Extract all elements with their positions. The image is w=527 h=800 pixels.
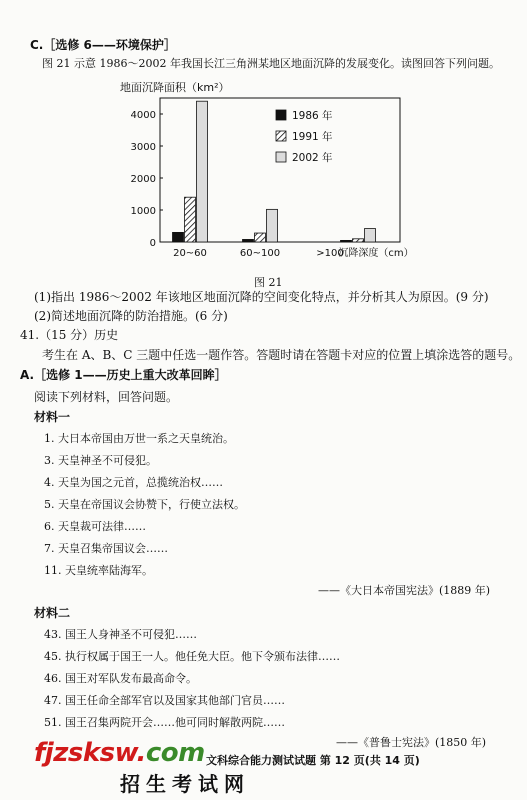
material-1-item: 1. 大日本帝国由万世一系之天皇统治。 bbox=[44, 432, 234, 445]
y-tick-label: 0 bbox=[149, 238, 156, 249]
legend-swatch bbox=[276, 152, 286, 162]
material-1-item: 4. 天皇为国之元首，总揽统治权…… bbox=[44, 476, 223, 489]
legend-label: 1991 年 bbox=[292, 131, 333, 143]
x-category-label: >100 bbox=[316, 248, 344, 259]
q41-heading: 41.（15 分）历史 bbox=[20, 328, 119, 342]
chart-legend bbox=[276, 109, 333, 164]
section-a-intro: 阅读下列材料，回答问题。 bbox=[34, 390, 179, 404]
y-tick-label: 1000 bbox=[130, 206, 156, 217]
bar-1991年-0 bbox=[185, 197, 196, 242]
legend-swatch bbox=[276, 110, 286, 120]
material-2-item: 47. 国王任命全部军官以及国家其他部门官员…… bbox=[44, 694, 285, 707]
material-2-item: 45. 执行权属于国王一人。他任免大臣。他下令颁布法律…… bbox=[44, 650, 340, 663]
bar-2002年-1 bbox=[267, 209, 278, 242]
watermark-logo: fjzsksw.com bbox=[34, 738, 205, 768]
subsidence-bar-chart bbox=[116, 80, 414, 270]
material-2-item: 46. 国王对军队发布最高命令。 bbox=[44, 672, 197, 685]
q41-instruction: 考生在 A、B、C 三题中任选一题作答。答题时请在答题卡对应的位置上填涂选答的题号。 bbox=[42, 348, 521, 362]
material-1-item: 6. 天皇裁可法律…… bbox=[44, 520, 146, 533]
bar-1986年-1 bbox=[243, 239, 254, 242]
material-1-item: 5. 天皇在帝国议会协赞下，行使立法权。 bbox=[44, 498, 245, 511]
bar-1986年-0 bbox=[173, 232, 184, 242]
y-axis-label: 地面沉降面积（km²） bbox=[120, 81, 230, 94]
question-2: (2)简述地面沉降的防治措施。(6 分) bbox=[34, 309, 228, 323]
y-tick-label: 3000 bbox=[130, 142, 156, 153]
y-tick-label: 2000 bbox=[130, 174, 156, 185]
section-c-intro: 图 21 示意 1986～2002 年我国长江三角洲某地区地面沉降的发展变化。读图回答下列问题。 bbox=[42, 57, 500, 70]
y-tick-label: 4000 bbox=[130, 110, 156, 121]
figure-caption: 图 21 bbox=[254, 276, 283, 289]
material-1-item: 11. 天皇统率陆海军。 bbox=[44, 564, 153, 577]
x-axis-label: 沉降深度（cm） bbox=[338, 248, 414, 259]
material-2-title: 材料二 bbox=[34, 606, 71, 620]
x-category-label: 20~60 bbox=[173, 248, 207, 259]
material-2-item: 51. 国王召集两院开会……他可同时解散两院…… bbox=[44, 716, 285, 729]
legend-label: 2002 年 bbox=[292, 152, 333, 164]
bar-1991年-2 bbox=[353, 239, 364, 242]
page-footer: 文科综合能力测试试题 第 12 页(共 14 页) bbox=[206, 754, 420, 767]
legend-label: 1986 年 bbox=[292, 110, 333, 122]
bar-1986年-2 bbox=[341, 240, 352, 242]
bar-2002年-2 bbox=[365, 229, 376, 242]
x-axis bbox=[173, 246, 414, 259]
watermark-subtext: 招生考试网 bbox=[120, 772, 250, 796]
bar-1991年-1 bbox=[255, 233, 266, 242]
material-1-item: 7. 天皇召集帝国议会…… bbox=[44, 542, 168, 555]
bars-group bbox=[173, 101, 376, 242]
material-2-item: 43. 国王人身神圣不可侵犯…… bbox=[44, 628, 197, 641]
y-axis bbox=[131, 110, 163, 249]
bar-2002年-0 bbox=[197, 101, 208, 242]
legend-swatch bbox=[276, 131, 286, 141]
question-1: (1)指出 1986～2002 年该地区地面沉降的空间变化特点，并分析其人为原因。(9 分) bbox=[34, 290, 489, 304]
section-a-heading: A.［选修 1——历史上重大改革回眸］ bbox=[20, 368, 227, 382]
section-c-heading: C.［选修 6——环境保护］ bbox=[30, 38, 176, 52]
x-category-label: 60~100 bbox=[239, 248, 281, 259]
material-1-source: ——《大日本帝国宪法》(1889 年) bbox=[318, 584, 491, 597]
material-1-item: 3. 天皇神圣不可侵犯。 bbox=[44, 454, 157, 467]
material-2-source: ——《普鲁士宪法》(1850 年) bbox=[336, 736, 487, 749]
material-1-title: 材料一 bbox=[34, 410, 71, 424]
